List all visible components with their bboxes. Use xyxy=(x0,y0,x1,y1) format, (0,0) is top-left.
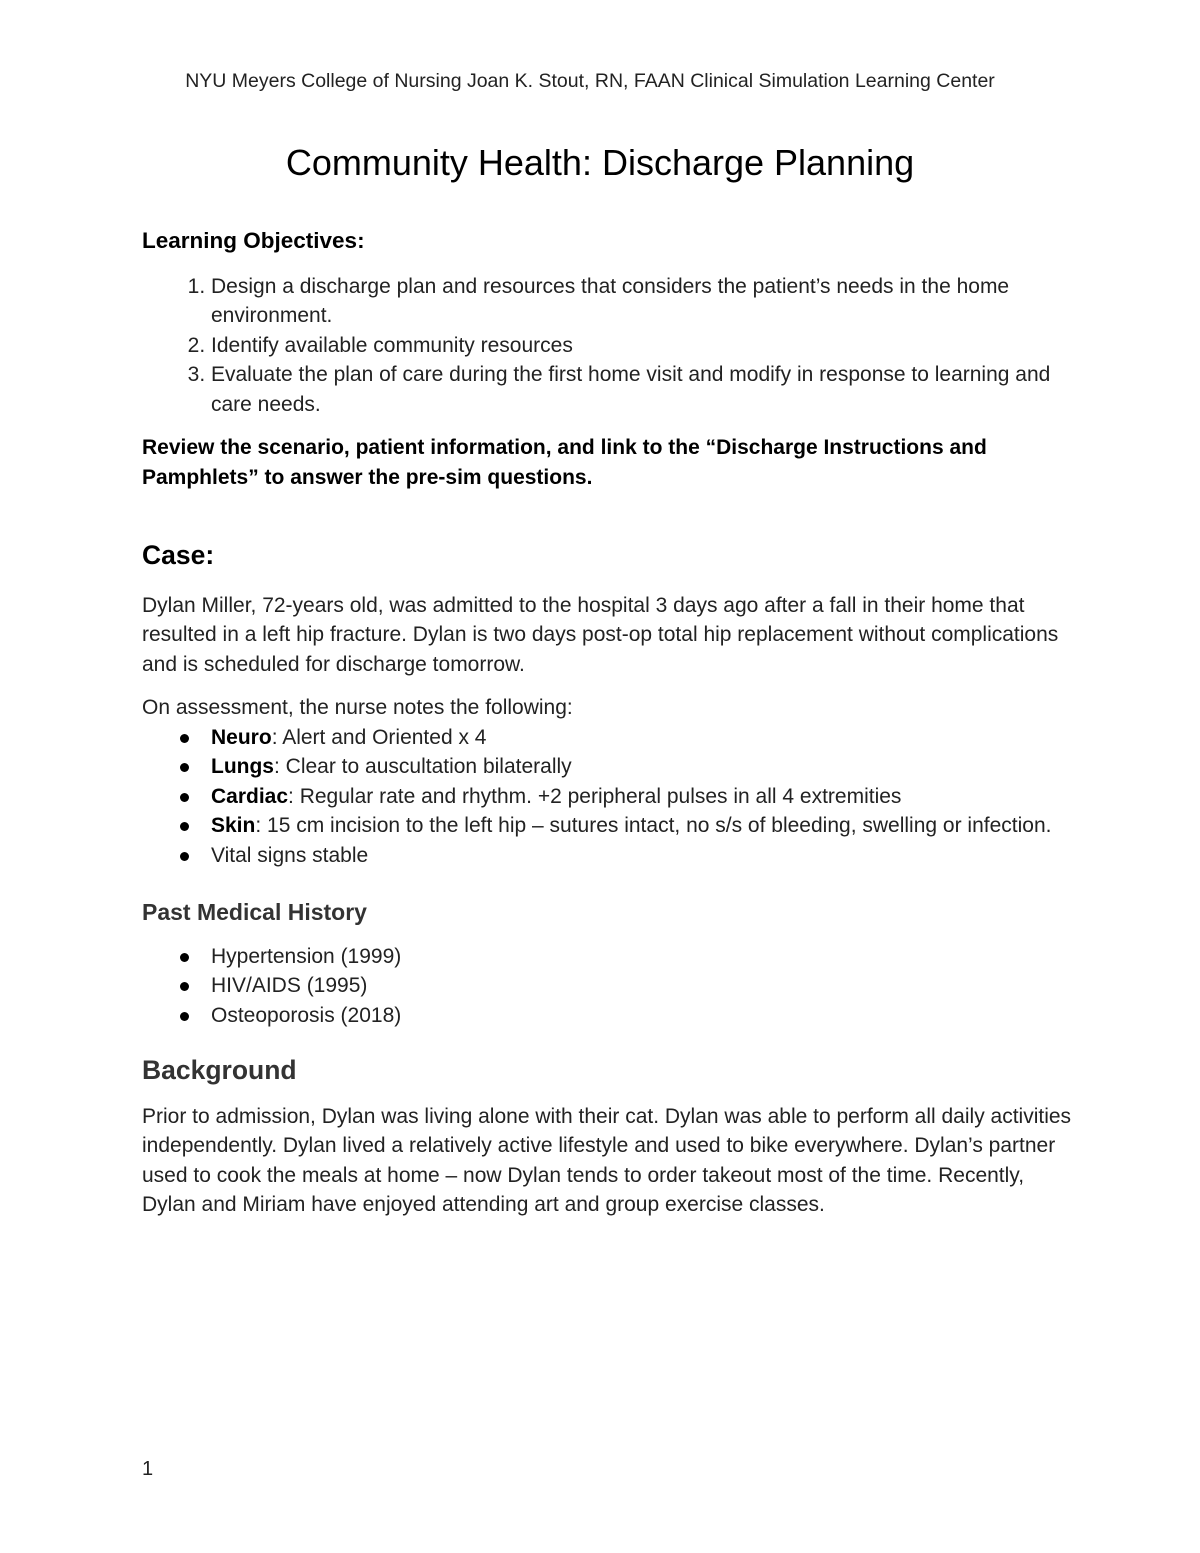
assessment-intro: On assessment, the nurse notes the following: xyxy=(142,696,573,719)
assessment-item xyxy=(211,723,1072,753)
instruction-text: Review the scenario, patient information, and link to the “Discharge Instructions and Pamphlets” to answer the pre-sim questions. xyxy=(142,436,987,489)
assessment-text: : Alert and Oriented x 4 xyxy=(271,725,487,749)
assessment-text: : 15 cm incision to the left hip – sutures intact, no s/s of bleeding, swelling or infection. xyxy=(255,814,1052,837)
objective-item: 1. Design a discharge plan and resources that considers the patient’s needs in the home environment. xyxy=(211,272,1072,331)
assessment-label: Neuro xyxy=(211,725,272,749)
assessment-list xyxy=(142,723,1072,871)
page-header: NYU Meyers College of Nursing Joan K. Stout, RN, FAAN Clinical Simulation Learning Center xyxy=(185,70,995,92)
history-item: HIV/AIDS (1995) xyxy=(211,971,1072,1001)
assessment-label: Cardiac xyxy=(211,784,289,808)
assessment-text: : Regular rate and rhythm. +2 peripheral pulses in all 4 extremities xyxy=(288,784,902,808)
background-heading: Background xyxy=(142,1055,297,1085)
document-body xyxy=(142,226,1072,1220)
assessment-item xyxy=(211,782,1072,812)
assessment-label: Lungs xyxy=(211,755,274,778)
case-heading: Case: xyxy=(142,540,215,570)
objectives-heading: Learning Objectives: xyxy=(142,228,365,253)
assessment-item xyxy=(211,841,1072,871)
objective-item: 2. Identify available community resources xyxy=(211,331,1072,361)
assessment-text: : Clear to auscultation bilaterally xyxy=(274,755,572,778)
background-paragraph: Prior to admission, Dylan was living alone with their cat. Dylan was able to perform all daily activities independently. Dylan lived a relatively active lifestyle and used to bike everywhere. Dylan’s partner used to cook the meals at home – now Dylan tends to order takeout most of the time. Recently, Dylan and Miriam have enjoyed attending art and group exercise classes. xyxy=(142,1104,1072,1216)
assessment-label: Skin xyxy=(211,814,256,837)
page-number: 1 xyxy=(142,1458,154,1480)
page-title: Community Health: Discharge Planning xyxy=(285,142,915,183)
assessment-item xyxy=(211,811,1072,841)
assessment-text: Vital signs stable xyxy=(211,843,369,867)
history-list xyxy=(142,942,1072,1031)
assessment-item xyxy=(211,752,1072,782)
objectives-list xyxy=(142,272,1072,420)
history-item: Hypertension (1999) xyxy=(211,942,1072,972)
case-paragraph: Dylan Miller, 72-years old, was admitted to the hospital 3 days ago after a fall in their home that resulted in a left hip fracture. Dylan is two days post-op total hip replacement without complications and is scheduled for discharge tomorrow. xyxy=(142,593,1059,676)
history-item: Osteoporosis (2018) xyxy=(211,1001,1072,1031)
history-heading: Past Medical History xyxy=(142,899,367,925)
objective-item: 3. Evaluate the plan of care during the first home visit and modify in response to learning and care needs. xyxy=(211,360,1072,419)
